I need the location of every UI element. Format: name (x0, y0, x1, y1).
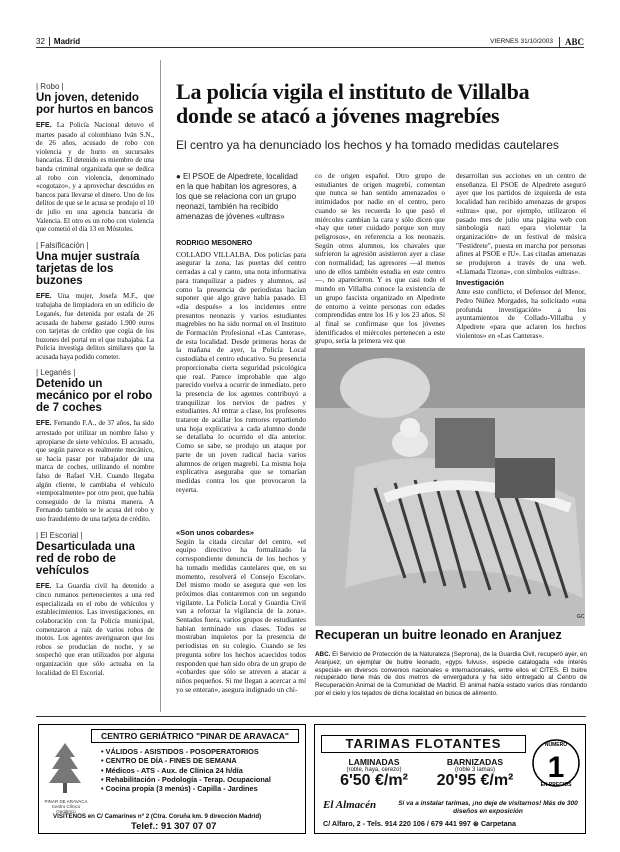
product-name: LAMINADAS (348, 757, 400, 767)
subhead-investigacion: Investigación (456, 278, 504, 288)
ad-geriatric-center[interactable] (38, 724, 306, 834)
column-text: desarrollan sus acciones en un centro de enseñanza. El PSOE de Alpedrete aseguró ayer que los partidos de izquierda de esta localidad han recibido amenazas de grupos «ultras» que, por ejemplo, utilizaron el pasado mes de julio una página web con simbología nazi «para violentar la organización» de un festival de música "Festidrete", puesta en marcha por personas afines al PSOE e IU». Las citadas amenazas se produjeron a través de una web. «Llamada Tizona», con símbolos «ultras». (456, 171, 586, 276)
briefs-column (36, 82, 154, 684)
ad-service: • Médicos - ATS - Aux. de Clínica 24 h/día (101, 765, 243, 775)
ad-contact: C/ Alfaro, 2 - Tels. 914 220 106 / 679 441 997 ⊛ Carpetana (323, 819, 517, 828)
column-divider (160, 60, 161, 712)
brief-body: EFE. La Guardia civil ha detenido a cinco rumanos pertenecientes a una red especializada en el robo de vehículos y establecimientos. Las investigaciones, en colaboración con la Policía municipal, comenzaron a raíz de varios robos de motos. Los agentes averiguaron que los robos se producían de noche, y se sospechó que eran utilizados por alguna organización que sólo actuaba en la localidad de El Escorial. (36, 581, 154, 677)
column-text: Según la citada circular del centro, «el equipo directivo ha formalizado la correspondiente denuncia de los hechos y ha tomado medidas cautelares que, en su momento, resolverá el Consejo Escolar». Del mismo modo se asegura que «en los próximos días contaremos con un segundo vigilante. La Policía Local y Guardia Civil van a reforzar la vigilancia de la zona». Sentados fuera, varios grupos de estudiantes habían terminado sus clases. Todos se mostraban inquietos por la presencia de periodistas en su colegio. Cuando se les pregunta sobre los hechos acaecidos todos responden que han sido obra de un grupo de «cobardes que sólo se atreven a atacar a niños pequeños. Si me llegan a acercar a mí yo se enteran», asegura indignado un chi- (176, 536, 306, 694)
brief-title: Una mujer sustraía tarjetas de los buzones (36, 250, 140, 287)
article-column-2: co de origen español. Otro grupo de estudiantes de origen magrebí, comentan que nunca se han sentido amenazados o intimidados por nadie en el centro, pero cuando se les recuerda lo que pasó el miércoles cambian la cara y sólo dicen que «hay que tener cuidado porque son muy peligrosos», en referencia a los neonazis. Según otros alumnos, los chavales que sufrieron la agresión asistieron ayer a clase con normalidad; las agresores —al menos uno de ellos también estudia en este centro—, no aparecieron. Y es que casi todo el mundo en Villalba conoce la existencia de un grupo fascista organizado en Alpedrete de entorno a veinte personas con edades comprendidas entre los 16 y los 23 años. Si al final se confirmase que los jóvenes identificados el miércoles pertenecen a este grupo, sería la primera vez que (315, 171, 445, 346)
article-deck: El centro ya ha denunciado los hechos y ha tomado medidas cautelares (176, 138, 559, 152)
product-price: 20'95 €/m² (436, 772, 514, 789)
issue-date: VIERNES 31/10/2003 (490, 38, 553, 45)
product-sub: (roble, haya, cerezo) (346, 767, 402, 773)
article-column-1b (176, 526, 306, 694)
ad-title: TARIMAS FLOTANTES (321, 735, 526, 753)
column-text: COLLADO VILLALBA. Dos policías para asegurar la zona, las puertas del centro cerradas a cal y canto, una nota informativa para tranquilizar a padres y alumnos, así como la presencia de periodistas hacían suponer que algo grave había pasado. El «día después» a los incidentes entre presuntos neonazis y varios estudiantes magrebíes no ha sido normal en el Instituto de Formación Profesional «Las Canteras», de esta localidad. Desde primeras horas de la mañana de ayer, la Policía Local custodiaba el centro educativo. Su presencia proporcionaba cierta seguridad psicológica que real. Parece improbable que algo parecido vuelva a ocurrir de inmediato, pero la presencia de los agentes contribuyó a tranquilizar los nervios de padres y estudiantes. Al entrar a clase, los profesores trataron de acallar los rumores repartiendo una hoja explicativa a cada alumno donde se detallaba lo ocurrido el día anterior. Como se sabe, se produjo un ataque por parte de un joven radical hacia varios alumnos de origen magrebí. La misma hoja explicativa aseguraba que se tomarían medidas contra los que provocaron la reyerta. (176, 249, 306, 494)
masthead-brand: ABC (559, 37, 584, 47)
number-one-badge-icon (531, 733, 581, 793)
ad-service: • Rehabilitación - Podología - Terap. Ocupacional (101, 774, 271, 784)
article-headline: La policía vigila el instituto de Villalba donde se atacó a jóvenes magrebíes (176, 79, 530, 128)
ad-brand: El Almacén (323, 799, 377, 811)
brief-title: Un joven, detenido por hurtos en bancos (36, 92, 154, 116)
brief-body: EFE. Fernando F.A., de 37 años, ha sido arrestado por utilizar un nombre falso y apropiarse de siete vehículos. El acusado, que según parece es realmente mecánico, se hacía pasar por trabajador de una marca de coches, utilizando el nombre falso de Rafael V.H. Cuando llegaba algún cliente, le cambiaba el vehículo «temporalmente» por otro peor, que había conseguido de la misma manera. A Fernando también se le acusa del robo y uso fraudulento de una tarjeta de crédito. (36, 419, 155, 523)
section-name: Madrid (49, 37, 80, 46)
brief-body: EFE. La Policía Nacional detuvo el martes pasado al colombiano Iván S.N., de 26 años, acusado de robo con violencia y de hurto en sucursales bancarias. El detenido es miembro de una banda criminal organizada que se dedica al robo con violencia, denominado «cogotazo», y a aprovechar descuidos en bancos para llevarse el dinero. Uno de los delitos de que se le acusa se produjo el 10 de julio en una agencia bancaria de Valencia. El otro es un robo con violencia que cometió el día 13 en Móstoles. (36, 121, 154, 234)
brief-leganes (36, 368, 154, 523)
product-sub: (roble 3 lamas) (454, 767, 495, 773)
brief-title: Detenido un mecánico por el robo de 7 coches (36, 378, 153, 415)
brief-title: Desarticulada una red de robo de vehículos (36, 540, 136, 577)
badge-number: 1 (547, 751, 565, 784)
badge-bottom-text: EN PRECIOS (540, 782, 572, 788)
pine-logo-icon (45, 737, 85, 799)
product-laminadas (329, 757, 419, 789)
article-lead: ● El PSOE de Alpedrete, localidad en la que habitan los agresores, a los que se relaciona con un grupo neonazi, también ha recibido amenazas de jóvenes «ultras» (176, 172, 298, 221)
brief-category: | Falsificación | (36, 240, 89, 250)
column-text: Ante este conflicto, el Defensor del Menor, Pedro Núñez Morgades, ha solicitado «una profunda investigación» a los ayuntamientos de Collado-Villalba y Alpedrete «para que aclaren los hechos violentos» en «Las Canteras». (456, 287, 586, 340)
article-column-3 (456, 172, 586, 340)
vulture-photo (315, 348, 585, 626)
ads-divider (36, 716, 586, 717)
ad-services-list (101, 747, 271, 793)
article-column-1 (176, 240, 306, 494)
product-price: 6'50 €/m² (340, 772, 408, 789)
ad-logo-text: PINAR DE ARAVACA Centro Clínico Geriátrico (44, 799, 88, 814)
badge-top-text: NÚMERO (544, 742, 568, 748)
photo-caption: ABC. El Servicio de Protección de la Naturaleza (Seprona), de la Guardia Civil, recuperó ayer, en Aranjuez, un ejemplar de buitre leonado, «gyps fulvus», especie catalogada «de interés especial» en diversos convenios nacionales e internacionales, entre ellos el CITES. El buitre recuperado tiene más de dos metros de envergadura y ha sido entregado al Centro de Recuperación Animal de la Comunidad de Madrid. El animal había estado varios días rondando por el cielo y los tejados de dicha localidad en busca de alimento. (315, 651, 588, 697)
brief-body: EFE. Una mujer, Josefa M.F., que trabajaba de limpiadora en un edificio de Leganés, fue detenida por estafa de 26 acusada de haberse gastado 1.900 euros con tarjetas de crédito que cogía de los buzones del portal en el que trabajaba. La Policía investiga delitos similares que la acusada haya podido cometer. (36, 291, 155, 361)
ad-phone: Telef.: 91 307 07 07 (131, 821, 217, 832)
brief-category: | El Escorial | (36, 530, 83, 540)
byline: RODRIGO MESONERO (176, 240, 253, 247)
product-barnizadas (425, 757, 525, 789)
brief-robo (36, 82, 154, 234)
subhead: «Son unos cobardes» (176, 528, 254, 537)
ad-service: • CENTRO DE DÍA - FINES DE SEMANA (101, 756, 237, 766)
ad-title: CENTRO GERIÁTRICO "PINAR DE ARAVACA" (91, 729, 299, 743)
ad-floating-floors[interactable] (314, 724, 586, 834)
brief-category: | Robo | (36, 82, 64, 91)
product-name: BARNIZADAS (446, 757, 504, 767)
brief-escorial (36, 531, 154, 678)
ad-slogan: Si va a instalar tarimas, ¡no deje de visitarnos! Más de 300 diseños en exposición (398, 800, 578, 815)
ad-service: • Cocina propia (3 menús) - Capilla - Jardines (101, 784, 258, 794)
photo-caption-title: Recuperan un buitre leonado en Aranjuez (315, 628, 562, 642)
ad-address: VISÍTENOS en C/ Camarines nº 2 (Ctra. Coruña km. 9 dirección Madrid) (53, 813, 262, 820)
brief-category: | Leganés | (36, 368, 76, 378)
page-number: 32 (36, 37, 45, 46)
photo-credit: GC (577, 614, 585, 620)
brief-falsificacion (36, 241, 154, 362)
page-header (36, 36, 584, 48)
ad-service: • VÁLIDOS - ASISTIDOS - POSOPERATORIOS (101, 747, 259, 756)
vulture-illustration (315, 348, 585, 626)
